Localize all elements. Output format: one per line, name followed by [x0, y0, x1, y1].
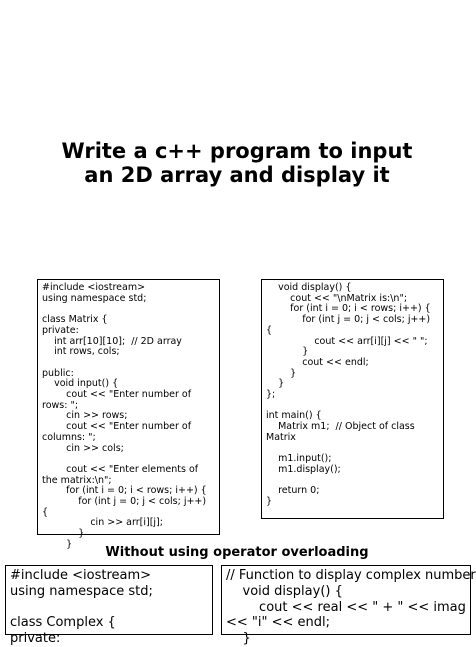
- page-title: Write a c++ program to input an 2D array and display it: [61, 139, 413, 187]
- code-block-complex-display: // Function to display complex number void display() { cout << real << " + " << imag << "i" << endl; }: [221, 565, 471, 635]
- code-block-matrix-display: void display() { cout << "\nMatrix is:\n"; for (int i = 0; i < rows; i++) { for (int j = 0; j < cols; j++) { cout << arr[i][j] << " "; } cout << endl; } } }; int main() { Matrix m1; // Object of class Matrix m1.input(); m1.display(); return 0; }: [261, 279, 444, 519]
- code-block-complex-class: #include <iostream> using namespace std; class Complex { private:: [5, 565, 213, 635]
- code-block-matrix-input: #include <iostream> using namespace std; class Matrix { private: int arr[10][10]; // 2D array int rows, cols; public: void input() { cout << "Enter number of rows: "; cin >> rows; cout << "Enter number of columns: "; cin >> cols; cout << "Enter elements of the matrix:\n"; for (int i = 0; i < rows; i++) { for (int j = 0; j < cols; j++) { cin >> arr[i][j]; } }: [37, 279, 220, 535]
- section-heading: Without using operator overloading: [105, 545, 369, 560]
